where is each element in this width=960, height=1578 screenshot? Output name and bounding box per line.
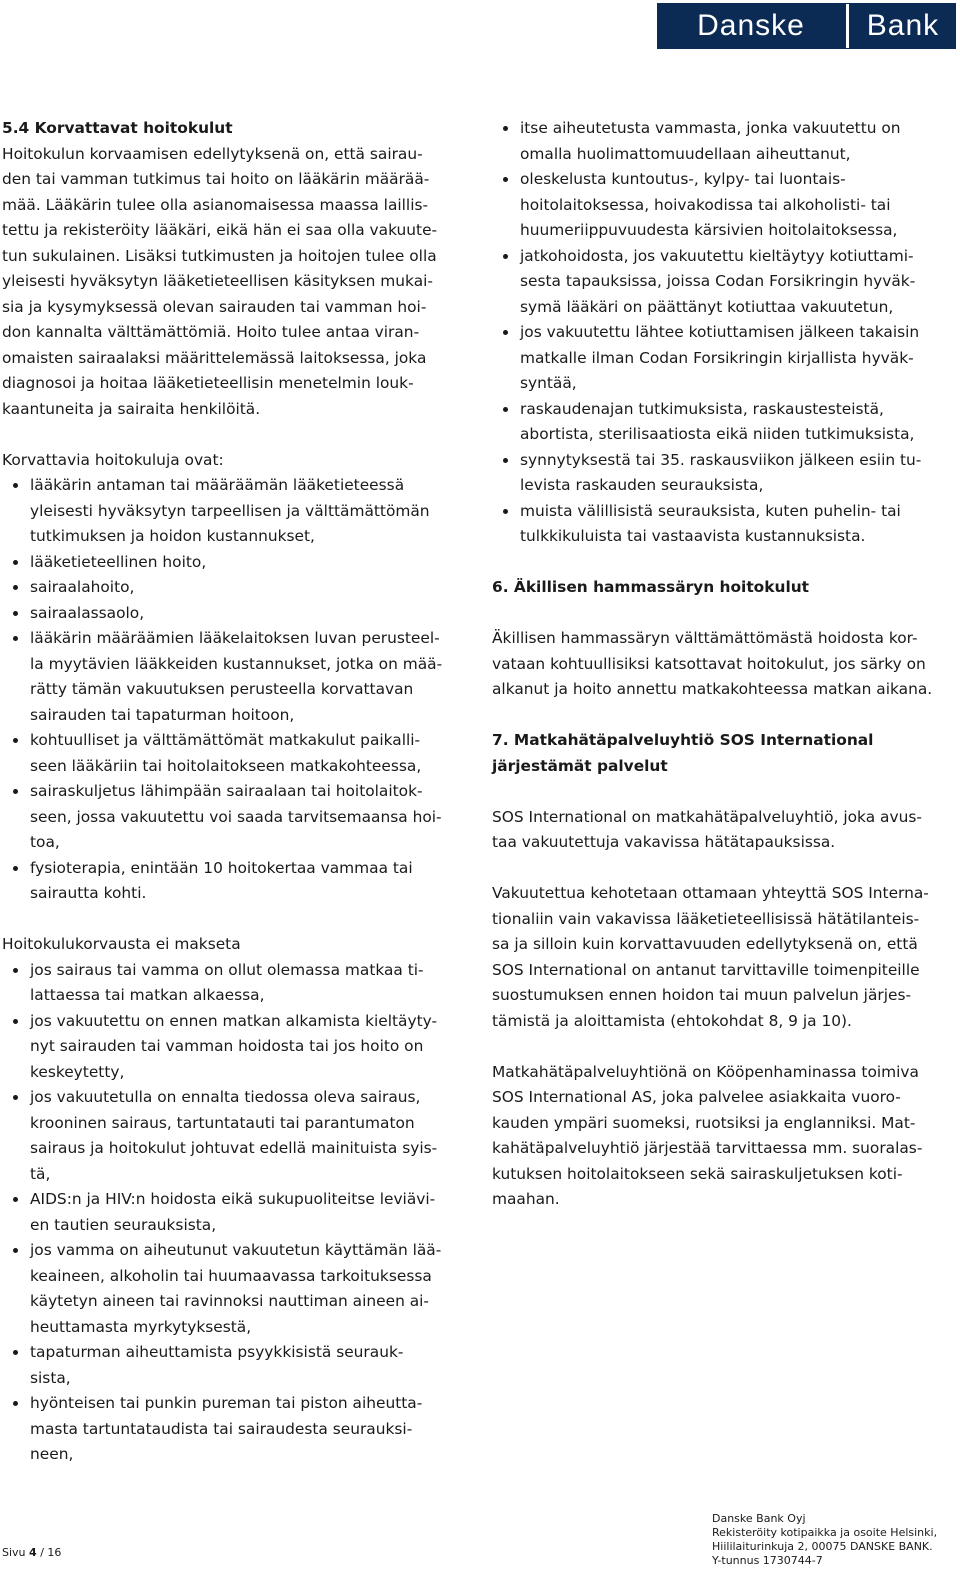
page-total: / 16 — [40, 1546, 62, 1559]
list-item: oleskelusta kuntoutus-, kylpy- tai luontais- hoitolaitoksessa, hoivakodissa tai alkoholisti- tai huumeriippuvuudesta kärsivien hoitolaitoksessa, — [492, 167, 954, 244]
page-prefix: Sivu — [2, 1546, 26, 1559]
excluded-costs-list-continued — [492, 116, 954, 550]
list-item: raskaudenajan tutkimuksista, raskaustesteistä, abortista, sterilisaatiosta eikä niiden tutkimuksista, — [492, 397, 954, 448]
list-item: jos vakuutetulla on ennalta tiedossa oleva sairaus, krooninen sairaus, tartuntatauti tai parantumaton sairaus ja hoitokulut johtuvat edellä mainituista syis- tä, — [2, 1085, 472, 1187]
list-item: lääkärin antaman tai määräämän lääketieteessä yleisesti hyväksytyn tarpeellisen ja välttämättömän tutkimuksen ja hoidon kustannukset, — [2, 473, 472, 550]
danske-bank-logo — [657, 3, 956, 49]
page-current: 4 — [29, 1546, 37, 1559]
section-7-paragraph-1: SOS International on matkahätäpalveluyhtiö, joka avus- taa vakuutettuja vakavissa hätätapauksissa. — [492, 807, 922, 851]
list-item: tapaturman aiheuttamista psyykkisistä seurauk- sista, — [2, 1340, 472, 1391]
company-info: Danske Bank Oyj Rekisteröity kotipaikka ja osoite Helsinki, Hiililaiturinkuja 2, 00075 DANSKE BANK. Y-tunnus 1730744-7 — [712, 1512, 938, 1567]
logo-word-danske: Danske — [697, 9, 805, 42]
list-item: kohtuulliset ja välttämättömät matkakulut paikalli- seen lääkäriin tai hoitolaitokseen matkakohteessa, — [2, 728, 472, 779]
section-paragraph: Hoitokulun korvaamisen edellytyksenä on, että sairau- den tai vamman tutkimus tai hoito on lääkärin määrää- mää. Lääkärin tulee olla asianomaisessa maassa laillis- tettu ja rekisteröity lääkäri, eikä hän ei saa olla vakuute- tun sukulainen. Lisäksi tutkimusten ja hoitojen tulee olla yleisesti hyväksytyn lääketieteellisen käsityksen mukai- sia ja kysymyksessä olevan sairauden tai vamman hoi- don kannalta välttämättömiä. Hoito tulee antaa viran- omaisten sairaalaksi määrittelemässä laitoksessa, joka diagnosoi ja hoitaa lääketieteellisin menetelmin louk- kaantuneita ja sairaita henkilöitä. — [2, 144, 438, 418]
right-column — [492, 116, 954, 1213]
section-7-paragraph-2: Vakuutettua kehotetaan ottamaan yhteyttä SOS Interna- tionaliin vain vakavissa lääketieteellisissä hätätilanteis- sa ja silloin kuin korvattavuuden edellytyksenä on, että SOS International on antanut tarvittaville toimenpiteille suostumuksen ennen hoidon tai muun palvelun järjes- tämistä ja aloittamista (ehtokohdat 8, 9 ja 10). — [492, 884, 929, 1030]
list-item: jos vamma on aiheutunut vakuutetun käyttämän lää- keaineen, alkoholin tai huumaavassa tarkoituksessa käytetyn aineen tai ravinnoksi nauttiman aineen ai- heuttamasta myrkytyksestä, — [2, 1238, 472, 1340]
list-item: AIDS:n ja HIV:n hoidosta eikä sukupuoliteitse leviävi- en tautien seurauksista, — [2, 1187, 472, 1238]
logo-separator — [846, 4, 849, 48]
list-item: jos vakuutettu lähtee kotiuttamisen jälkeen takaisin matkalle ilman Codan Forsikringin kirjallista hyväk- syntää, — [492, 320, 954, 397]
page-number — [2, 1546, 61, 1559]
list-item: jos vakuutettu on ennen matkan alkamista kieltäyty- nyt sairauden tai vamman hoidosta tai jos hoito on keskeytetty, — [2, 1009, 472, 1086]
excluded-costs-list — [2, 958, 472, 1468]
covered-costs-list — [2, 473, 472, 907]
excluded-list-title: Hoitokulukorvausta ei makseta — [2, 935, 241, 953]
section-7-paragraph-3: Matkahätäpalveluyhtiönä on Kööpenhaminassa toimiva SOS International AS, joka palvelee asiakkaita vuoro- kauden ympäri suomeksi, ruotsiksi ja englanniksi. Mat- kahätäpalveluyhtiö järjestää tarvittaessa mm. suoralas- kutuksen hoitolaitokseen sekä sairaskuljetuksen koti- maahan. — [492, 1062, 923, 1208]
logo-word-bank: Bank — [866, 9, 940, 42]
covered-list-title: Korvattavia hoitokuluja ovat: — [2, 450, 224, 469]
list-item: itse aiheutetusta vammasta, jonka vakuutettu on omalla huolimattomuudellaan aiheuttanut, — [492, 116, 954, 167]
list-item: sairaskuljetus lähimpään sairaalaan tai hoitolaitok- seen, jossa vakuutettu voi saada tarvitsemaansa hoi- toa, — [2, 779, 472, 856]
list-item: sairaalassaolo, — [2, 601, 472, 627]
list-item: muista välillisistä seurauksista, kuten puhelin- tai tulkkikuluista tai vastaavista kustannuksista. — [492, 499, 954, 550]
section-heading-5-4: 5.4 Korvattavat hoitokulut — [2, 119, 233, 137]
section-6-paragraph: Äkillisen hammassäryn välttämättömästä hoidosta kor- vataan kohtuullisiksi katsottavat hoitokulut, jos särky on alkanut ja hoito annettu matkakohteessa matkan aikana. — [492, 629, 933, 698]
left-column — [2, 116, 472, 1468]
list-item: lääkärin määräämien lääkelaitoksen luvan perusteel- la myytävien lääkkeiden kustannukset, jotka on mää- rätty tämän vakuutuksen perusteella korvattavan sairauden tai tapaturman hoitoon, — [2, 626, 472, 728]
list-item: synnytyksestä tai 35. raskausviikon jälkeen esiin tu- levista raskauden seurauksista, — [492, 448, 954, 499]
list-item: jatkohoidosta, jos vakuutettu kieltäytyy kotiuttami- sesta tapauksissa, joissa Codan Forsikringin hyväk- symä lääkäri on päättänyt kotiuttaa vakuutetun, — [492, 244, 954, 321]
section-heading-6: 6. Äkillisen hammassäryn hoitokulut — [492, 578, 810, 596]
list-item: lääketieteellinen hoito, — [2, 550, 472, 576]
list-item: hyönteisen tai punkin pureman tai piston aiheutta- masta tartuntataudista tai sairaudesta seurauksi- neen, — [2, 1391, 472, 1468]
list-item: jos sairaus tai vamma on ollut olemassa matkaa ti- lattaessa tai matkan alkaessa, — [2, 958, 472, 1009]
section-heading-7: 7. Matkahätäpalveluyhtiö SOS International järjestämät palvelut — [492, 731, 874, 775]
list-item: fysioterapia, enintään 10 hoitokertaa vammaa tai sairautta kohti. — [2, 856, 472, 907]
list-item: sairaalahoito, — [2, 575, 472, 601]
